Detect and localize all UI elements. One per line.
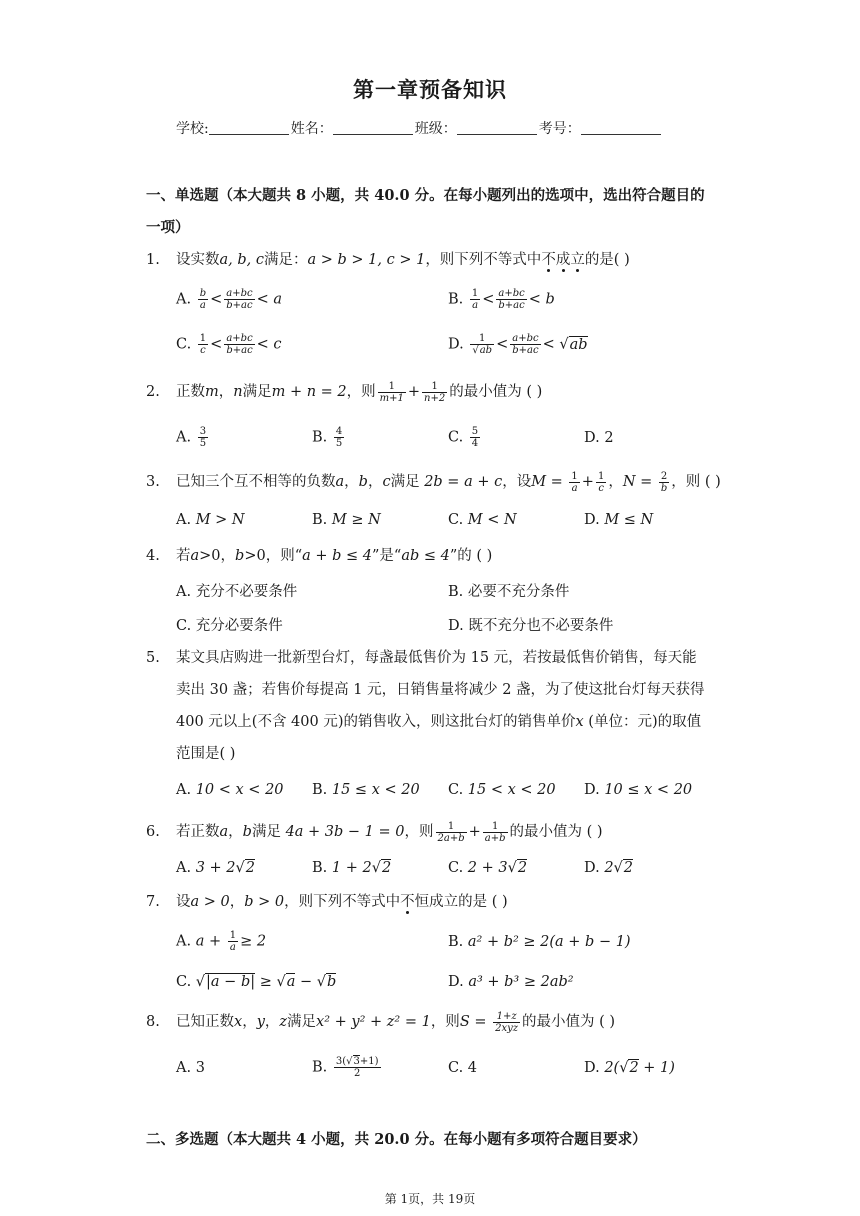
class-blank[interactable] (457, 120, 537, 135)
number-blank[interactable] (581, 120, 661, 135)
class-label: 班级： (414, 121, 457, 137)
option-b[interactable]: B. $\frac{3(√3+1)}{2}$ (312, 1056, 379, 1079)
option-d[interactable]: D. 2(√2 + 1) (584, 1060, 675, 1076)
question-stem: 设a > 0，b > 0，则下列不等式中不恒成立的是 ( ) (176, 894, 508, 910)
option-c[interactable]: C. 15 < x < 20 (448, 782, 556, 798)
school-label: 学校: (176, 121, 209, 137)
name-blank[interactable] (333, 120, 413, 135)
option-a[interactable]: A. $\frac{3}{5}$ (176, 426, 207, 449)
question-stem: 已知三个互不相等的负数a，b，c满足 2b = a + c，设M = $\frac{1}{a}$ + $\frac{1}{c}$ ，N = $\frac{2}{b}$ ，则 ( ) (176, 470, 721, 494)
option-a[interactable]: A. 3 (176, 1060, 205, 1076)
option-b[interactable]: B. M ≥ N (312, 512, 381, 528)
page-title: 第一章预备知识 (353, 77, 507, 102)
option-b[interactable]: B. $\frac{4}{5}$ (312, 426, 343, 449)
option-c[interactable]: C. 2 + 3√2 (448, 860, 528, 876)
name-label: 姓名： (290, 121, 333, 137)
option-c[interactable]: C. 充分必要条件 (176, 618, 283, 634)
student-info-row (176, 118, 663, 138)
option-d[interactable]: D. 10 ≤ x < 20 (584, 782, 693, 798)
option-a[interactable]: A. 3 + 2√2 (176, 860, 255, 876)
question-stem: 正数m，n满足m + n = 2，则 $\frac{1}{m+1}$ + $\frac{1}{n+2}$ 的最小值为 ( ) (176, 380, 543, 404)
option-b[interactable]: B. a² + b² ≥ 2(a + b − 1) (448, 934, 631, 950)
option-d[interactable]: D. 2 (584, 430, 614, 446)
question-stem: 设实数a, b, c满足：a > b > 1, c > 1，则下列不等式中不成立的是( ) (176, 252, 630, 268)
option-a[interactable]: A. 10 < x < 20 (176, 782, 284, 798)
option-a[interactable]: A. 充分不必要条件 (176, 584, 298, 600)
option-c[interactable]: C. √|a − b| ≥ √a − √b (176, 974, 337, 990)
question-stem: 若a>0，b>0，则“a + b ≤ 4”是“ab ≤ 4”的 ( ) (176, 548, 493, 564)
option-c[interactable]: C. 4 (448, 1060, 478, 1076)
page-footer: 第 1页，共 19页 (384, 1192, 476, 1206)
number-label: 考号： (538, 121, 581, 137)
option-d[interactable]: D. a³ + b³ ≥ 2ab² (448, 974, 574, 990)
exam-page: 第一章预备知识 学校: 姓名： 班级： 考号： 一、单选题（本大题共 8 小题，共 40.0 分。在每小题列出的选项中，选出符合题目的 一项） 1. 设实数a, b, c满足：a > b > 1, c > 1，则下列不等式中不成立的是( ) A. $\frac{b}{a}$ < $\frac{a+bc}{b+ac}$ < a B. $\frac{1}{a}$ < $\frac{a+bc}{b+ac}$ < b C. $\frac{1}{c}$ < $\frac{a+bc}{b+ac}$ < c D. $\frac{1}{√ab}$ < $\frac{a+bc}{b+ac}$ < √ab 2. 正数m，n满足m + n = 2，则 $\frac{1}{m+1}$ + $\frac{1}{n+2}$ 的最小值为 ( ) A. $\frac{3}{5}$ B. $\frac{4}{5}$ C. $\frac{5}{4}$ D. 2 3. 已知三个互不相等的负数a，b，c满足 2b = a + c，设M = $\frac{1}{a}$ + $\frac{1}{c}$ ，N = $\frac{2}{b}$ ，则 ( ) A. M > N B. M ≥ N C. M < N D. M ≤ N 4. 若a>0，b>0，则“a + b ≤ 4”是“ab ≤ 4”的 ( ) A. 充分不必要条件 B. 必要不充分条件 C. 充分必要条件 D. 既不充分也不必要条件 5. 某文具店购进一批新型台灯，每盏最低售价为 15 元，若按最低售价销售，每天能 卖出 30 盏；若售价每提高 1 元，日销售量将减少 2 盏，为了使这批台灯每天获得 400 元以上(不含 400 元)的销售收入，则这批台灯的销售单价x (单位：元)的取值 范围是( ) A. 10 < x < 20 B. 15 ≤ x < 20 C. 15 < x < 20 D. 10 ≤ x < 20 6. 若正数a，b满足 4a + 3b − 1 = 0，则 $\frac{1}{2a+b}$ + $\frac{1}{a+b}$ 的最小值为 ( ) A. 3 + 2√2 B. 1 + 2√2 C. 2 + 3√2 D. 2√2 7. 设a > 0，b > 0，则下列不等式中不恒成立的是 ( ) A. a + $\frac{1}{a}$ ≥ 2 B. a² + b² ≥ 2(a + b − 1) C. √|a − b| ≥ √a − √b D. a³ + b³ ≥ 2ab² 8. 已知正数x，y，z满足x² + y² + z² = 1，则S = $\frac{1+z}{\text{2xyz}}$ 的最小值为 ( ) A. 3 B. $\frac{3(√3+1)}{2}$ C. 4 D. 2(√2 + 1) 二、多选题（本大题共 4 小题，共 20.0 分。在每小题有多项符合题目要求） 第 1页，共 19页 (0, 0, 860, 1216)
option-b[interactable]: B. $\frac{1}{a}$ < $\frac{a+bc}{b+ac}$ < b (448, 288, 555, 311)
question-number: 1. (146, 252, 160, 268)
option-c[interactable]: C. $\frac{5}{4}$ (448, 426, 479, 449)
question-stem: 某文具店购进一批新型台灯，每盏最低售价为 15 元，若按最低售价销售，每天能 卖出 30 盏；若售价每提高 1 元，日销售量将减少 2 盏，为了使这批台灯每天获得 400 元以上(不含 400 元)的销售收入，则这批台灯的销售单价x (单位：元)的取值 范围是( ) (176, 650, 705, 762)
option-b[interactable]: B. 1 + 2√2 (312, 860, 392, 876)
option-d[interactable]: D. 2√2 (584, 860, 634, 876)
school-blank[interactable] (209, 120, 289, 135)
option-d[interactable]: D. 既不充分也不必要条件 (448, 618, 614, 634)
question-stem: 已知正数x，y，z满足x² + y² + z² = 1，则S = $\frac{1+z}{\text{2xyz}}$ 的最小值为 ( ) (176, 1010, 616, 1034)
option-d[interactable]: D. $\frac{1}{√ab}$ < $\frac{a+bc}{b+ac}$ < √ab (448, 333, 588, 356)
question-stem: 若正数a，b满足 4a + 3b − 1 = 0，则 $\frac{1}{2a+b}$ + $\frac{1}{a+b}$ 的最小值为 ( ) (176, 820, 603, 844)
option-c[interactable]: C. M < N (448, 512, 517, 528)
section-heading-line2: 一项） (146, 219, 190, 236)
option-a[interactable]: A. $\frac{b}{a}$ < $\frac{a+bc}{b+ac}$ < a (176, 288, 283, 311)
section-multi-choice: 二、多选题（本大题共 4 小题，共 20.0 分。在每小题有多项符合题目要求） (146, 1131, 647, 1148)
option-b[interactable]: B. 15 ≤ x < 20 (312, 782, 420, 798)
option-b[interactable]: B. 必要不充分条件 (448, 584, 570, 600)
option-a[interactable]: A. a + $\frac{1}{a}$ ≥ 2 (176, 930, 267, 953)
option-c[interactable]: C. $\frac{1}{c}$ < $\frac{a+bc}{b+ac}$ < c (176, 333, 282, 356)
section-heading-line1: 一、单选题（本大题共 8 小题，共 40.0 分。在每小题列出的选项中，选出符合题目的 (146, 187, 705, 204)
option-d[interactable]: D. M ≤ N (584, 512, 654, 528)
section-single-choice (146, 180, 726, 244)
option-a[interactable]: A. M > N (176, 512, 245, 528)
